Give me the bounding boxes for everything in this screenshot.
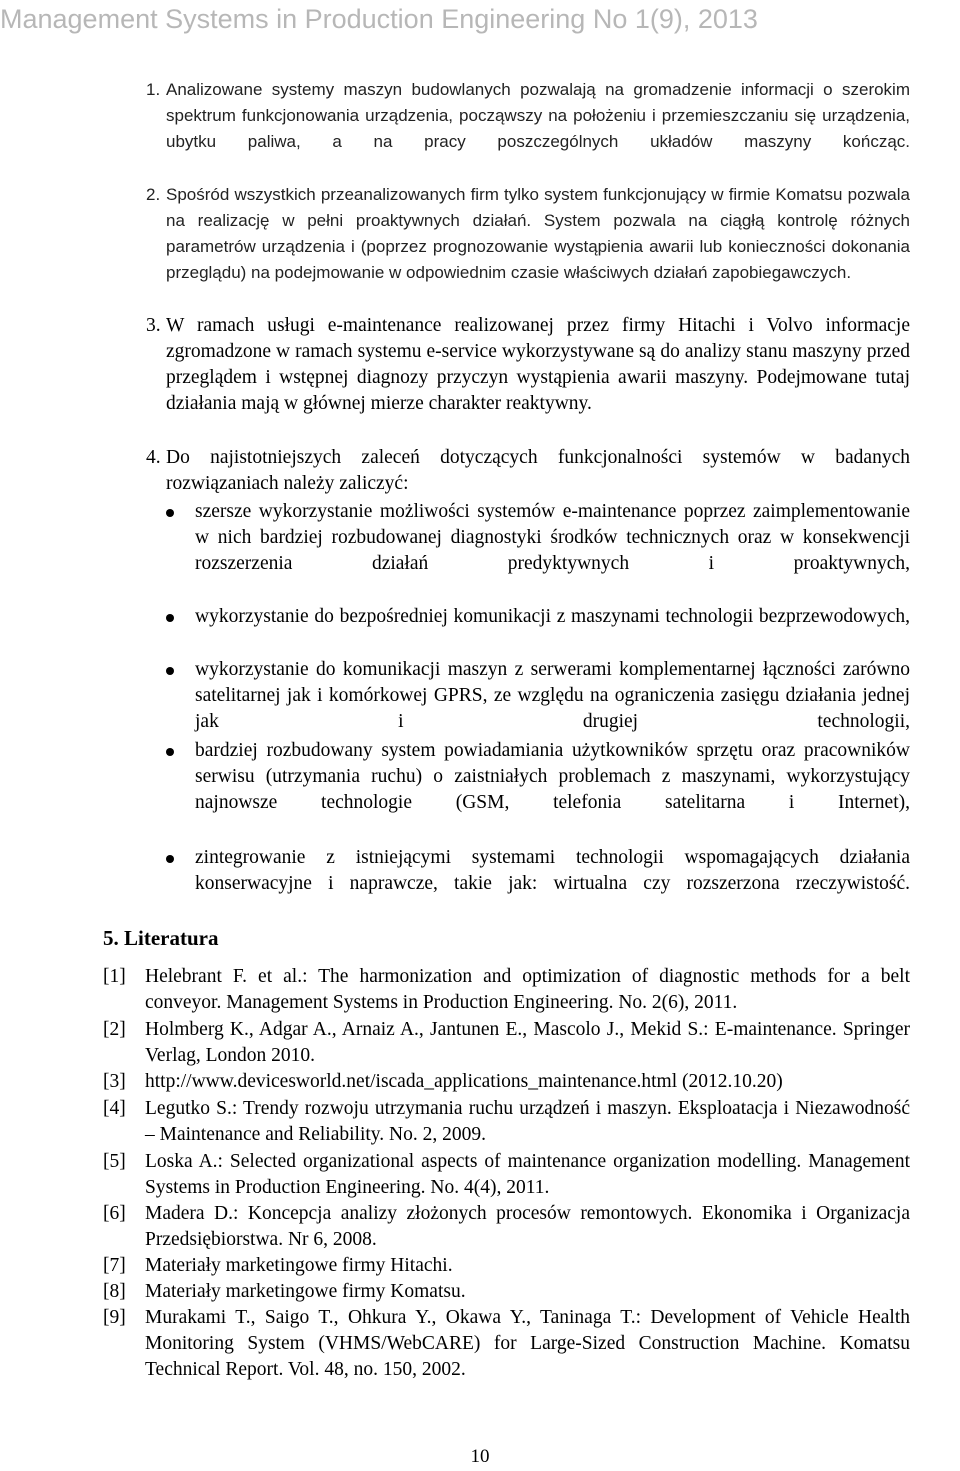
- recommendation-item: wykorzystanie do komunikacji maszyn z serwerami komplementarnej łączności zarówno satelitarnej jak i komórkowej GPRS, ze względu na ograniczenia zasięgu działania jednej jak i drugiej technologii,: [195, 659, 910, 732]
- reference-entry: Legutko S.: Trendy rozwoju utrzymania ruchu urządzeń i maszyn. Eksploatacja i Niezawodność – Maintenance and Reliability. No. 2, 2009.: [145, 1098, 910, 1145]
- item-number: 4.: [146, 447, 161, 468]
- reference-number: [6]: [103, 1203, 126, 1224]
- recommendation-item: wykorzystanie do bezpośredniej komunikacji z maszynami technologii bezprzewodowych,: [195, 606, 910, 627]
- recommendation-item: zintegrowanie z istniejącymi systemami technologii wspomagających działania konserwacyjne i naprawcze, takie jak: wirtualna czy rozszerzona rzeczywistość.: [195, 847, 910, 894]
- reference-number: [9]: [103, 1307, 126, 1328]
- item-number: 3.: [146, 315, 161, 336]
- bullet-icon: [166, 855, 174, 863]
- reference-entry: Materiały marketingowe firmy Komatsu.: [145, 1281, 466, 1302]
- recommendation-item: bardziej rozbudowany system powiadamiania użytkowników sprzętu oraz pracowników serwisu (utrzymania ruchu) o zaistniałych problemach z maszynami, wykorzystujący najnowsze technologie (GSM, telefonia satelitarna i Internet),: [195, 740, 910, 813]
- reference-number: [8]: [103, 1281, 126, 1302]
- reference-number: [3]: [103, 1071, 126, 1092]
- conclusion-item-1: Analizowane systemy maszyn budowlanych pozwalają na gromadzenie informacji o szerokim spektrum funkcjonowania urządzenia, począwszy na położeniu i przemieszczaniu się urządzenia, ubytku paliwa, a na pracy poszczególnych układów maszyny kończąc.: [166, 80, 910, 151]
- reference-number: [4]: [103, 1098, 126, 1119]
- journal-header: Management Systems in Production Engineering No 1(9), 2013: [0, 4, 758, 34]
- reference-entry: Murakami T., Saigo T., Ohkura Y., Okawa Y., Taninaga T.: Development of Vehicle Health Monitoring System (VHMS/WebCARE) for Large-Sized Construction Machine. Komatsu Technical Report. Vol. 48, no. 150, 2002.: [145, 1307, 910, 1380]
- bullet-icon: [166, 748, 174, 756]
- reference-number: [5]: [103, 1151, 126, 1172]
- reference-number: [2]: [103, 1019, 126, 1040]
- reference-entry: Holmberg K., Adgar A., Arnaiz A., Jantunen E., Mascolo J., Mekid S.: E-maintenance. Springer Verlag, London 2010.: [145, 1019, 910, 1066]
- conclusion-item-4: Do najistotniejszych zaleceń dotyczących funkcjonalności systemów w badanych rozwiązaniach należy zaliczyć:: [166, 447, 910, 494]
- reference-entry: Madera D.: Koncepcja analizy złożonych procesów remontowych. Ekonomika i Organizacja Przedsiębiorstwa. Nr 6, 2008.: [145, 1203, 910, 1250]
- reference-entry: Helebrant F. et al.: The harmonization and optimization of diagnostic methods for a belt conveyor. Management Systems in Production Engineering. No. 2(6), 2011.: [145, 966, 910, 1013]
- recommendation-item: szersze wykorzystanie możliwości systemów e-maintenance poprzez zaimplementowanie w nich bardziej rozbudowanej diagnostyki środków technicznych oraz w konsekwencji rozszerzenia działań predyktywnych i proaktywnych,: [195, 501, 910, 574]
- reference-number: [7]: [103, 1255, 126, 1276]
- bullet-icon: [166, 614, 174, 622]
- item-number: 2.: [146, 185, 161, 204]
- reference-entry: http://www.devicesworld.net/iscada_applications_maintenance.html (2012.10.20): [145, 1071, 783, 1092]
- bullet-icon: [166, 509, 174, 517]
- reference-entry: Loska A.: Selected organizational aspects of maintenance organization modelling. Management Systems in Production Engineering. No. 4(4), 2011.: [145, 1151, 910, 1198]
- conclusion-item-3: W ramach usługi e-maintenance realizowanej przez firmy Hitachi i Volvo informacje zgromadzone w ramach systemu e-service wykorzystywane są do analizy stanu maszyny przed przeglądem i wstępnej diagnozy przyczyn wystąpienia awarii maszyny. Podejmowane tutaj działania mają w głównej mierze charakter reaktywny.: [166, 315, 910, 414]
- reference-number: [1]: [103, 966, 126, 987]
- item-number: 1.: [146, 80, 161, 99]
- page-number: 10: [470, 1446, 490, 1467]
- bullet-icon: [166, 667, 174, 675]
- conclusion-item-2: Spośród wszystkich przeanalizowanych firm tylko system funkcjonujący w firmie Komatsu pozwala na realizację w pełni proaktywnych działań. System pozwala na ciągłą kontrolę różnych parametrów urządzenia i (poprzez prognozowanie wystąpienia awarii lub konieczności dokonania przeglądu) na podejmowanie w odpowiednim czasie właściwych działań zapobiegawczych.: [166, 185, 910, 282]
- reference-entry: Materiały marketingowe firmy Hitachi.: [145, 1255, 453, 1276]
- section-heading: 5. Literatura: [103, 926, 219, 950]
